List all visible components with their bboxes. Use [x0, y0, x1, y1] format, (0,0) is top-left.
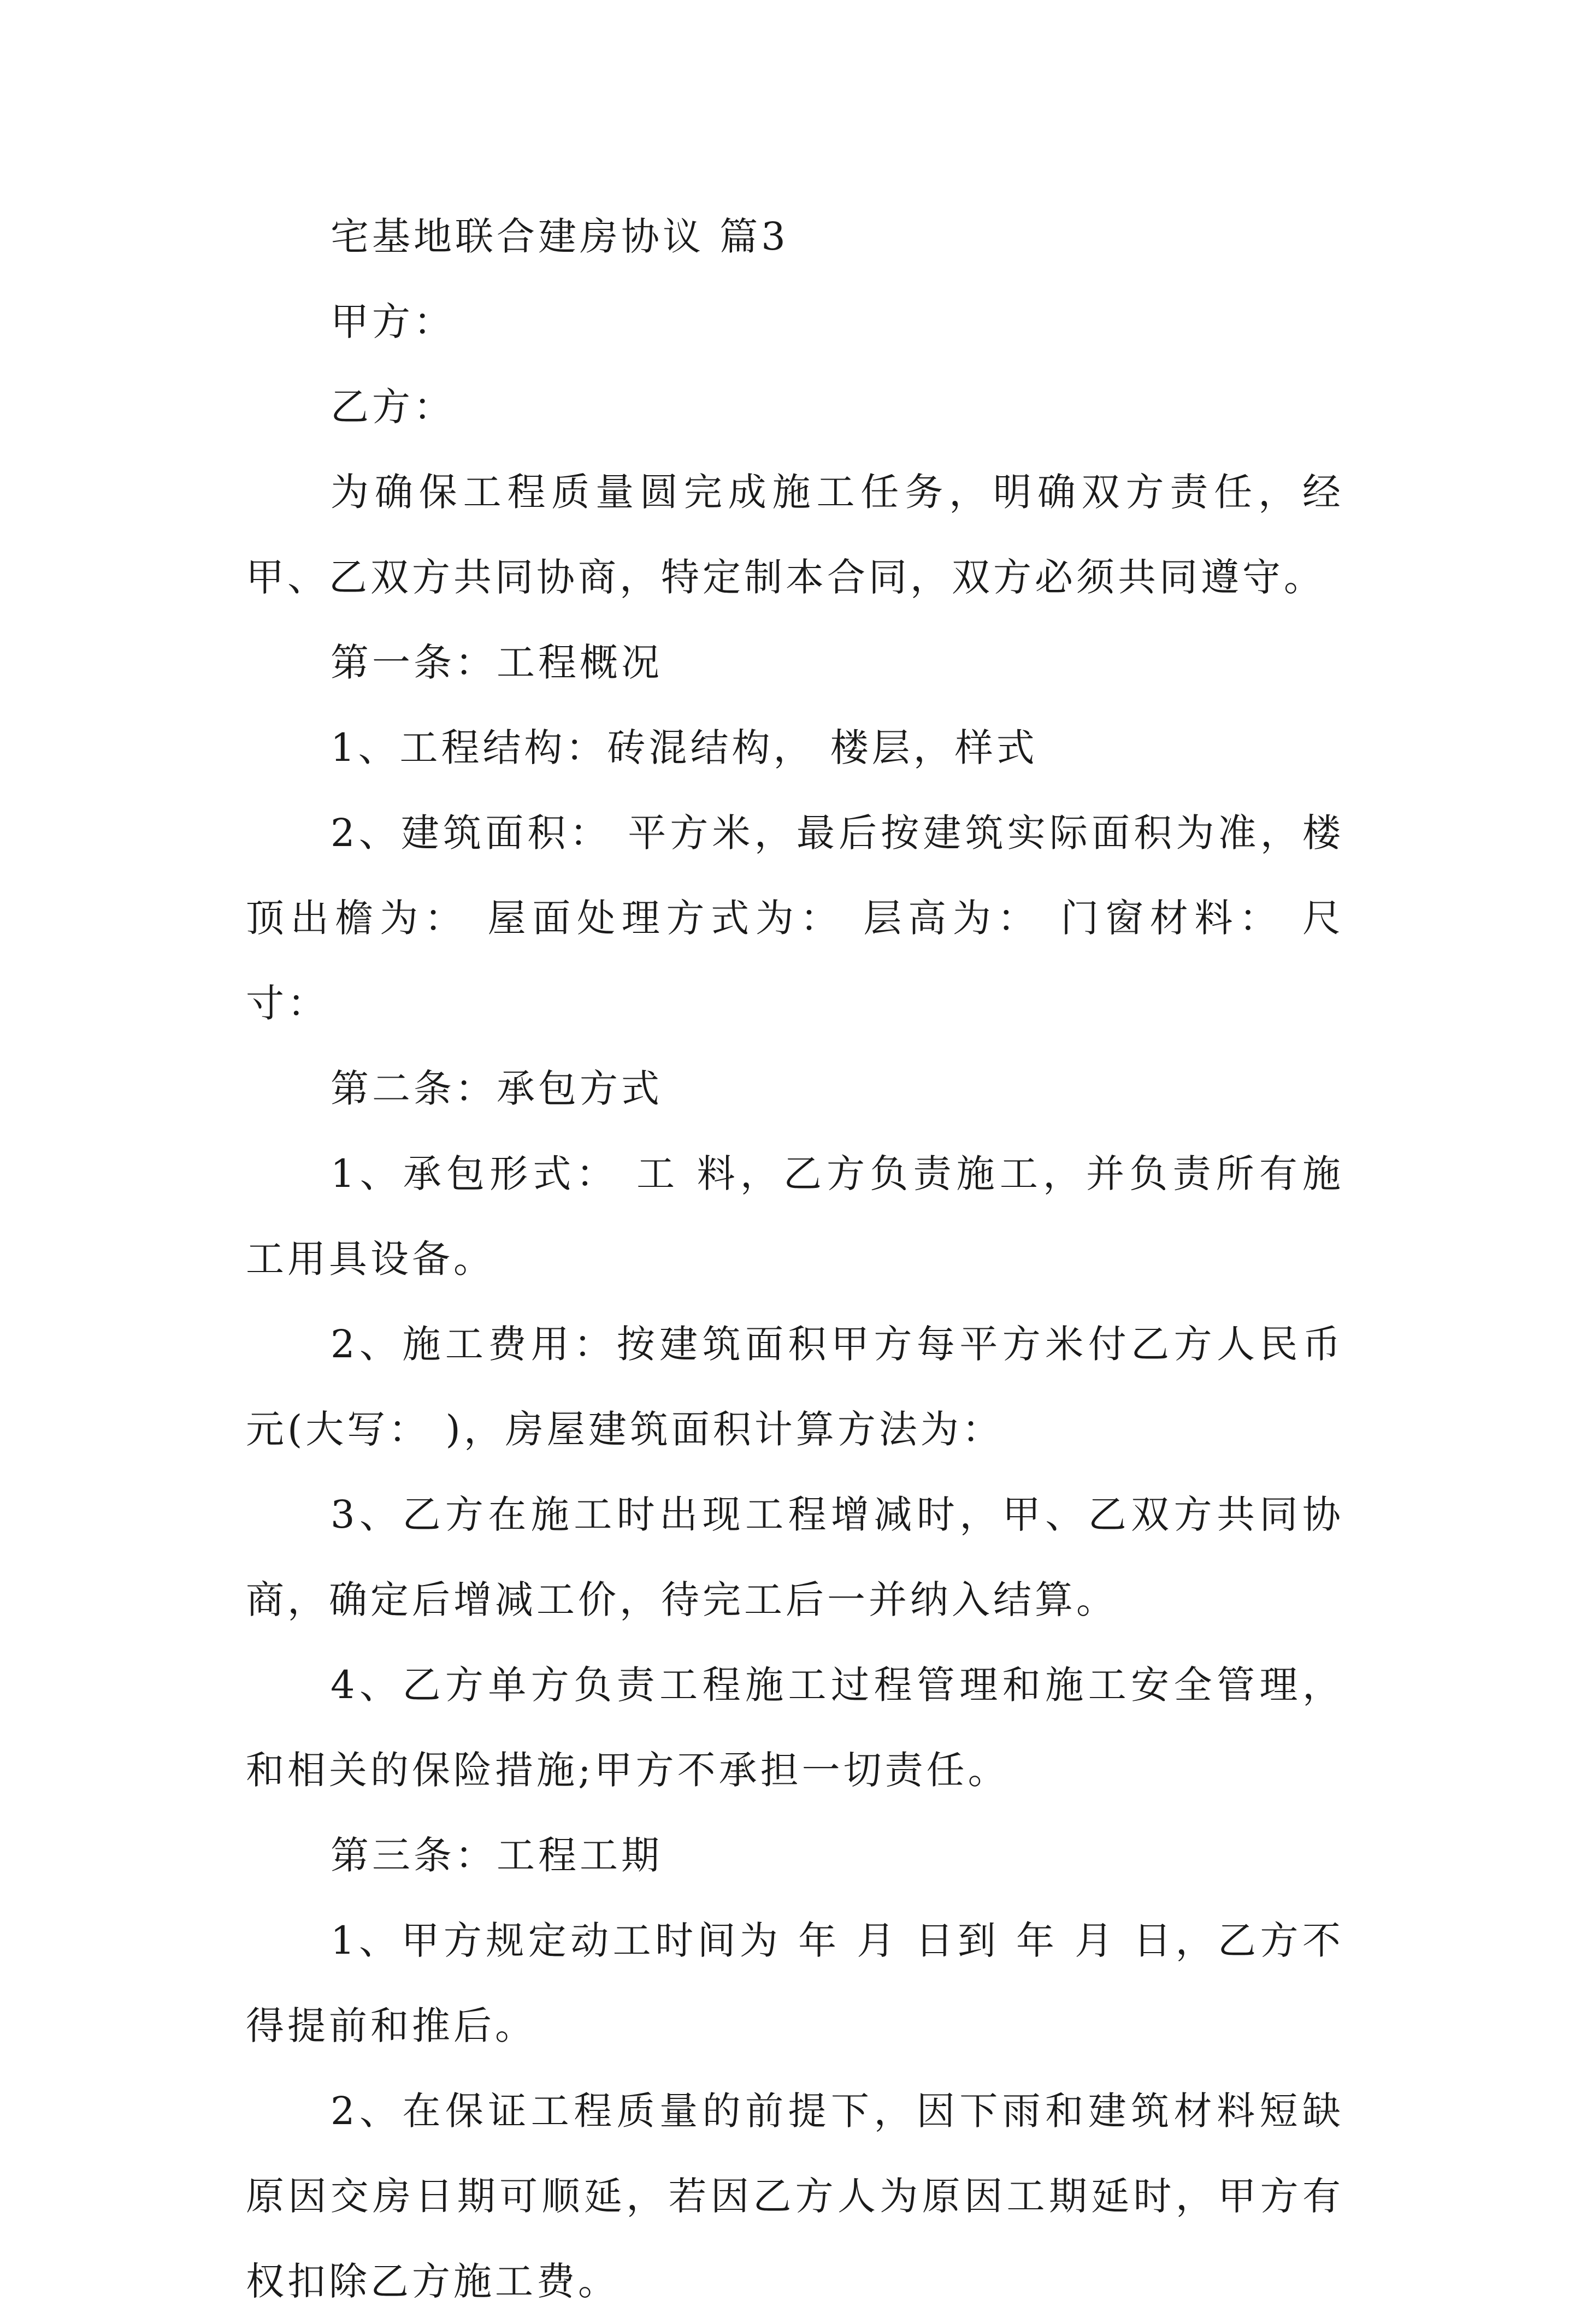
article-1-heading: 第一条：工程概况: [331, 640, 663, 685]
article-2-clause-1: 1、承包形式： 工 料，乙方负责施工，并负责所有施工用具设备。: [246, 1151, 1344, 1281]
preamble-paragraph: 为确保工程质量圆完成施工任务，明确双方责任，经甲、乙双方共同协商，特定制本合同，双方必须共同遵守。: [246, 470, 1344, 600]
party-a-line: 甲方：: [331, 299, 455, 344]
article-2-clause-2: 2、施工费用：按建筑面积甲方每平方米付乙方人民币 元(大写： )，房屋建筑面积计算方法为：: [246, 1322, 1344, 1452]
party-b-line: 乙方：: [331, 385, 455, 429]
article-1-clause-2: 2、建筑面积： 平方米，最后按建筑实际面积为准，楼顶出檐为： 屋面处理方式为： 层高为： 门窗材料： 尺寸：: [246, 811, 1344, 1026]
article-2-heading: 第二条：承包方式: [331, 1066, 663, 1111]
article-3-clause-1: 1、甲方规定动工时间为 年 月 日到 年 月 日，乙方不得提前和推后。: [246, 1918, 1344, 2048]
document-title: 宅基地联合建房协议 篇3: [331, 214, 789, 259]
article-2-clause-4: 4、乙方单方负责工程施工过程管理和施工安全管理，和相关的保险措施;甲方不承担一切责任。: [246, 1663, 1344, 1793]
document-body: [246, 194, 1344, 2324]
article-2-clause-3: 3、乙方在施工时出现工程增减时，甲、乙双方共同协商，确定后增减工价，待完工后一并纳入结算。: [246, 1492, 1344, 1622]
article-3-heading: 第三条：工程工期: [331, 1833, 663, 1878]
article-3-clause-2: 2、在保证工程质量的前提下，因下雨和建筑材料短缺原因交房日期可顺延，若因乙方人为原因工期延时，甲方有权扣除乙方施工费。: [246, 2089, 1344, 2304]
article-1-clause-1: 1、工程结构：砖混结构， 楼层，样式: [331, 725, 1038, 770]
